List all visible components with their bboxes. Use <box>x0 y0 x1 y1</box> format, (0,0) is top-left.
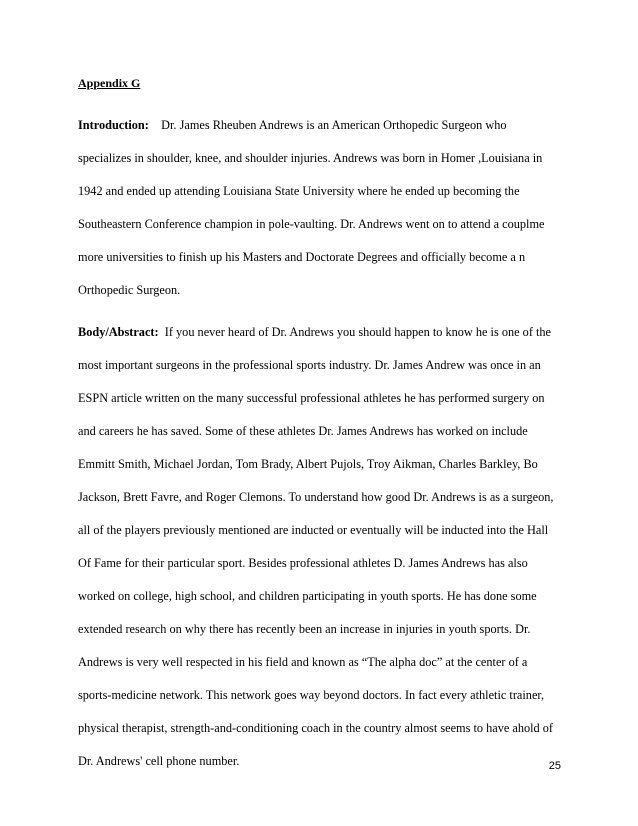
intro-line-1 <box>78 117 507 133</box>
body-text: If you never heard of Dr. Andrews you should happen to know he is one of the <box>164 325 552 339</box>
body-line-2: most important surgeons in the professional sports industry. Dr. James Andrew was once in an <box>78 358 541 372</box>
intro-line-4: Southeastern Conference champion in pole-vaulting. Dr. Andrews went on to attend a couplme <box>78 217 545 231</box>
body-line-6: Jackson, Brett Favre, and Roger Clemons. To understand how good Dr. Andrews is as a surgeon, <box>78 490 554 504</box>
intro-line-3: 1942 and ended up attending Louisiana State University where he ended up becoming the <box>78 184 520 198</box>
body-line-10: extended research on why there has recently been an increase in injuries in youth sports. Dr. <box>78 622 531 636</box>
page-number: 25 <box>548 760 561 772</box>
intro-line-2: specializes in shoulder, knee, and shoulder injuries. Andrews was born in Homer ,Louisiana in <box>78 151 543 165</box>
body-line-8: Of Fame for their particular sport. Besides professional athletes D. James Andrews has also <box>78 556 528 570</box>
body-label: Body/Abstract: <box>78 325 159 339</box>
body-line-9: worked on college, high school, and children participating in youth sports. He has done some <box>78 589 537 603</box>
body-line-7: all of the players previously mentioned are inducted or eventually will be inducted into the Hall <box>78 523 549 537</box>
appendix-heading: Appendix G <box>78 76 141 90</box>
intro-text: Dr. James Rheuben Andrews is an American Orthopedic Surgeon who <box>161 118 507 132</box>
intro-label: Introduction: <box>78 118 149 132</box>
body-line-5: Emmitt Smith, Michael Jordan, Tom Brady, Albert Pujols, Troy Aikman, Charles Barkley, Bo <box>78 457 538 471</box>
body-line-12: sports-medicine network. This network goes way beyond doctors. In fact every athletic trainer, <box>78 688 545 702</box>
body-line-3: ESPN article written on the many successful professional athletes he has performed surgery on <box>78 391 545 405</box>
body-line-14: Dr. Andrews' cell phone number. <box>78 754 240 768</box>
body-line-11: Andrews is very well respected in his field and known as “The alpha doc” at the center of a <box>78 655 528 669</box>
intro-line-6: Orthopedic Surgeon. <box>78 283 181 297</box>
intro-line-5: more universities to finish up his Masters and Doctorate Degrees and officially become a n <box>78 250 526 264</box>
body-line-1 <box>78 324 551 340</box>
body-line-4: and careers he has saved. Some of these athletes Dr. James Andrews has worked on include <box>78 424 528 438</box>
body-line-13: physical therapist, strength-and-conditioning coach in the country almost seems to have ahold of <box>78 721 554 735</box>
